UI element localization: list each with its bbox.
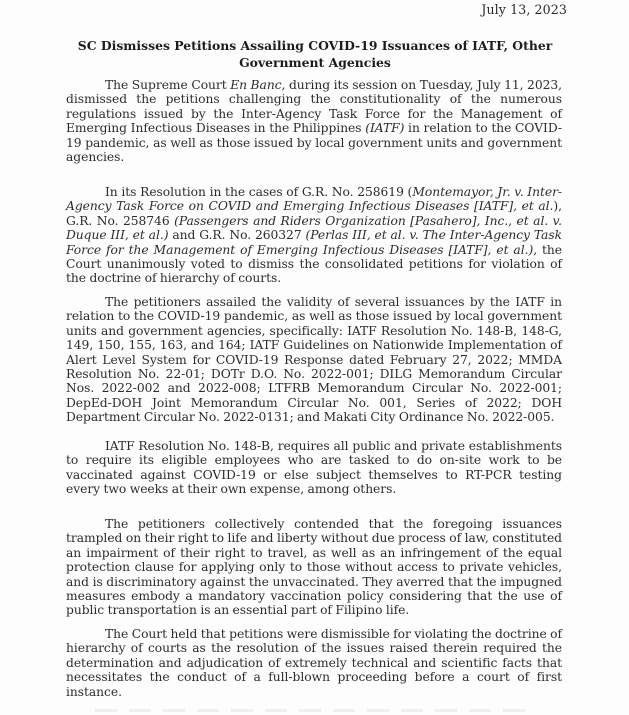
text-segment: , the Court unanimously voted to dismiss the consolidated petitions for violation of the doctrine of hierarchy of courts.	[66, 242, 562, 286]
paragraph-iatf-148b	[66, 439, 562, 497]
italic-text-segment: (IATF)	[365, 121, 405, 136]
text-segment: and G.R. No. 260327	[168, 228, 306, 243]
text-segment: In its Resolution in the cases of G.R. No. 258619 (	[105, 185, 413, 199]
italic-text-segment: (Perlas III, et al. v. The Inter-Agency Task Force for the Management of Emerging Infectious Diseases [IATF], et al.)	[66, 228, 562, 257]
italic-text-segment: En Banc	[230, 78, 282, 92]
paragraph-resolution-cases	[66, 185, 562, 286]
paragraph-petitioners-contentions	[66, 517, 562, 618]
text-segment: ), G.R. No. 258746	[66, 199, 562, 228]
text-segment: , during its session on Tuesday, July 11, 2023, dismissed the petitions challenging the constitutionality of the numerous regulations issued by the Inter-Agency Task Force for the Management of Emerging Infectious Diseases in the Philippines	[66, 78, 563, 136]
text-segment: The petitioners assailed the validity of several issuances by the IATF in relation to the COVID-19 pandemic, as well as those issued by local government units and government agencies, specifically: IATF Resolution No. 148-B, 148-G, 149, 150, 155, 163, and 164; IATF Guidelines on Nationwide Implementation of Alert Level System for COVID-19 Response dated February 27, 2022; MMDA Resolution No. 22-01; DOTr D.O. No. 2022-001; DILG Memorandum Circular Nos. 2022-002 and 2022-008; LTFRB Memorandum Circular No. 2022-001; DepEd-DOH Joint Memorandum Circular No. 001, Series of 2022; DOH Department Circular No. 2022-0131; and Makati City Ordinance No. 2022-005.	[66, 295, 562, 425]
italic-text-segment: (Passengers and Riders Organization [Pasahero], Inc., et al. v. Duque III, et al.)	[66, 213, 562, 243]
bleed-through-text-line	[95, 709, 535, 712]
text-segment: IATF Resolution No. 148-B, requires all public and private establishments to require its eligible employees who are tasked to do on-site work to be vaccinated against COVID-19 or else subject themselves to RT-PCR testing every two weeks at their own expense, among others.	[66, 439, 562, 497]
paragraph-en-banc-dismissal	[66, 78, 562, 164]
text-segment: in relation to the COVID-19 pandemic, as well as those issued by local government units and government agencies.	[66, 121, 562, 165]
text-segment: The petitioners collectively contended that the foregoing issuances trampled on their right to life and liberty without due process of law, constituted an impairment of their right to travel, as well as an infringement of the equal protection clause for applying only to those without access to private vehicles, and is discriminatory against the unvaccinated. They averred that the impugned measures embody a mandatory vaccination policy considering that the use of public transportation is an essential part of Filipino life.	[66, 517, 562, 618]
text-segment: The Court held that petitions were dismissible for violating the doctrine of hierarchy of courts as the resolution of the issues raised therein required the determination and adjudication of extremely technical and scientific facts that necessitates the conduct of a full-blown proceeding before a court of first instance.	[66, 627, 562, 699]
paragraph-court-holding	[66, 627, 562, 699]
press-release-title: SC Dismisses Petitions Assailing COVID-19 Issuances of IATF, Other Government Agencies	[77, 38, 553, 70]
paragraph-assailed-issuances	[66, 295, 562, 425]
press-release-date: July 13, 2023	[481, 2, 567, 17]
italic-text-segment: Montemayor, Jr. v. Inter-Agency Task Force on COVID and Emerging Infectious Diseases [IATF], et al.	[66, 185, 563, 214]
text-segment: The Supreme Court	[105, 78, 231, 92]
